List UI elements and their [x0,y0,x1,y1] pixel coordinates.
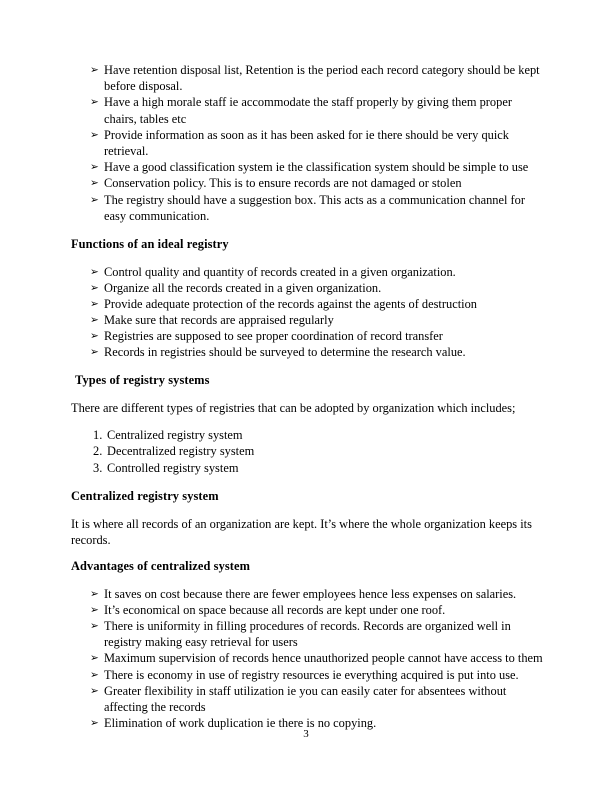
page-content [71,62,547,731]
arrow-bullet-icon: ➢ [90,96,99,109]
page-number: 3 [303,728,309,740]
arrow-bullet-icon: ➢ [90,330,99,342]
list-item [71,127,547,159]
arrow-bullet-icon: ➢ [90,193,99,206]
list-item-text: There is economy in use of registry resources ie everything acquired is put into use. [104,667,519,682]
list-item [71,344,547,360]
list-item-text: Decentralized registry system [107,444,255,459]
section-heading-types: Types of registry systems [75,373,210,388]
list-item-text: It’s economical on space because all records are kept under one roof. [104,602,446,617]
arrow-bullet-icon: ➢ [90,603,99,616]
list-item [71,62,547,94]
list-item-text: Provide information as soon as it has been asked for ie there should be very quick retrieval. [104,127,510,158]
list-item [71,192,547,224]
list-item-text: Controlled registry system [107,460,239,475]
list-item [71,312,547,328]
list-marker: 3. [93,460,103,475]
spacer [71,416,547,427]
spacer [71,389,547,400]
section-heading-advantages: Advantages of centralized system [71,559,251,573]
functions-list [71,264,547,361]
list-item [71,280,547,296]
list-item [71,94,547,126]
spacer [71,253,547,264]
list-item-text: Have retention disposal list, Retention is the period each record category should be kept before disposal. [104,63,540,94]
list-item-text: Organize all the records created in a given organization. [104,280,382,295]
list-item-text: Have a good classification system ie the classification system should be simple to use [104,160,529,175]
list-item [71,460,547,476]
spacer [71,548,547,559]
list-item [71,618,547,650]
list-item-text: Centralized registry system [107,428,243,442]
arrow-bullet-icon: ➢ [90,265,99,278]
arrow-bullet-icon: ➢ [90,297,99,310]
arrow-bullet-icon: ➢ [90,717,99,730]
spacer [71,224,547,237]
types-numbered-list [71,427,547,476]
list-item-text: The registry should have a suggestion box. This acts as a communication channel for easy communication. [104,192,525,223]
list-item-text: Records in registries should be surveyed to determine the research value. [104,345,466,360]
list-item [71,328,547,344]
arrow-bullet-icon: ➢ [90,313,99,326]
advantages-list [71,586,547,732]
arrow-bullet-icon: ➢ [90,281,99,294]
list-item [71,650,547,666]
list-item [71,159,547,175]
list-item [71,296,547,312]
arrow-bullet-icon: ➢ [90,652,99,665]
section-heading-centralized: Centralized registry system [71,489,219,504]
list-item-text: Provide adequate protection of the records against the agents of destruction [104,296,477,311]
arrow-bullet-icon: ➢ [90,668,99,681]
list-item [71,667,547,683]
list-item [71,602,547,618]
list-item [71,175,547,191]
spacer [71,505,547,516]
types-intro-paragraph: There are different types of registries that can be adopted by organization which includes; [71,400,516,415]
list-item-text: It saves on cost because there are fewer employees hence less expenses on salaries. [104,586,517,601]
spacer [71,476,547,489]
centralized-paragraph: It is where all records of an organization are kept. It’s where the whole organization keeps its records. [71,516,532,547]
list-item [71,683,547,715]
list-item [71,264,547,280]
arrow-bullet-icon: ➢ [90,177,99,190]
list-item-text: Registries are supposed to see proper coordination of record transfer [104,329,443,343]
list-item-text: Elimination of work duplication ie there is no copying. [104,716,377,731]
list-marker: 2. [93,444,103,459]
arrow-bullet-icon: ➢ [90,64,99,76]
arrow-bullet-icon: ➢ [90,128,99,141]
list-item [71,427,547,443]
list-item-text: Greater flexibility in staff utilization ie you can easily cater for absentees without affecting the records [104,683,507,714]
requirements-list [71,62,547,224]
list-item-text: Control quality and quantity of records created in a given organization. [104,264,456,279]
spacer [71,360,547,373]
list-item-text: There is uniformity in filling procedures of records. Records are organized well in registry making easy retrieval for users [104,619,511,650]
list-item-text: Make sure that records are appraised regularly [104,312,334,327]
arrow-bullet-icon: ➢ [90,587,99,600]
spacer [71,575,547,586]
arrow-bullet-icon: ➢ [90,620,99,632]
list-item-text: Maximum supervision of records hence unauthorized people cannot have access to them [104,651,543,666]
list-item [71,586,547,602]
arrow-bullet-icon: ➢ [90,161,99,174]
list-item-text: Have a high morale staff ie accommodate the staff properly by giving them proper chairs, tables etc [104,95,512,126]
list-marker: 1. [93,428,103,442]
section-heading-functions: Functions of an ideal registry [71,236,229,251]
arrow-bullet-icon: ➢ [90,346,99,359]
list-item-text: Conservation policy. This is to ensure records are not damaged or stolen [104,176,462,191]
arrow-bullet-icon: ➢ [90,684,99,697]
list-item [71,443,547,459]
